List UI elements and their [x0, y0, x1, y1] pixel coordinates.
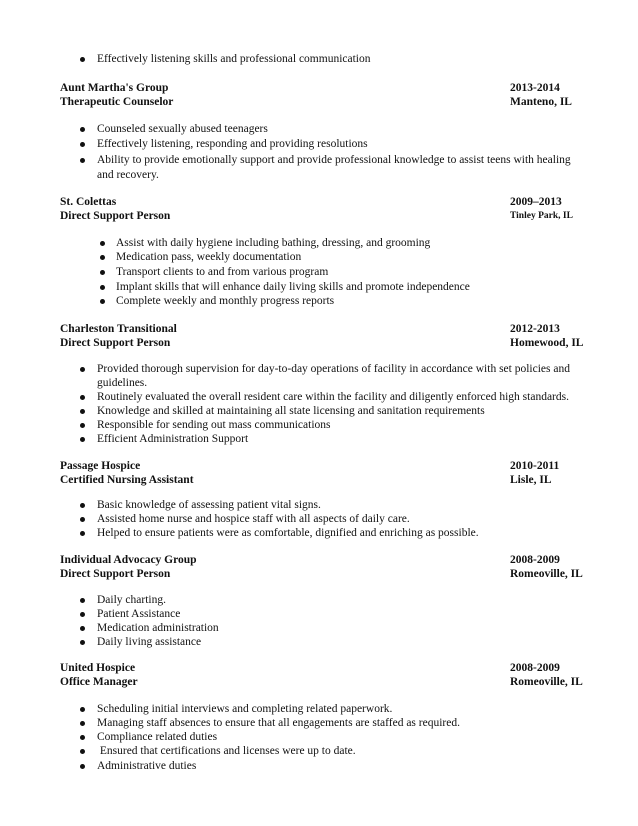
bullet [80, 122, 85, 136]
bullet-icon [80, 640, 85, 645]
bullet-icon [80, 57, 85, 62]
bullet-icon [80, 517, 85, 522]
bullet [80, 759, 85, 773]
bullet [80, 744, 85, 758]
bullet-text: Efficient Administration Support [97, 433, 249, 445]
employer-name: United Hospice [60, 662, 136, 674]
bullet [100, 280, 105, 294]
bullet-icon [80, 158, 85, 163]
job-location: Lisle, IL [510, 474, 552, 486]
bullet-text: Effectively listening, responding and providing resolutions [97, 138, 368, 150]
bullet [80, 498, 85, 512]
bullet-text: Knowledge and skilled at maintaining all state licensing and sanitation requirements [97, 405, 485, 417]
bullet-icon [80, 749, 85, 754]
bullet-text: Basic knowledge of assessing patient vital signs. [97, 499, 321, 511]
bullet-icon [80, 423, 85, 428]
bullet-text: Daily charting. [97, 594, 166, 606]
bullet-icon [80, 626, 85, 631]
bullet [80, 418, 85, 432]
employer-name: Individual Advocacy Group [60, 554, 197, 566]
bullet-text: Administrative duties [97, 760, 197, 772]
bullet-icon [100, 241, 105, 246]
bullet-icon [80, 127, 85, 132]
list-item [80, 52, 85, 66]
employer-name: Aunt Martha's Group [60, 82, 169, 94]
bullet-text: Compliance related duties [97, 731, 218, 743]
bullet-icon [80, 735, 85, 740]
bullet [100, 294, 105, 308]
bullet [80, 635, 85, 649]
employment-years: 2012-2013 [510, 323, 560, 335]
bullet-text: Transport clients to and from various program [116, 266, 329, 278]
bullet [80, 526, 85, 540]
bullet-text: Ability to provide emotionally support and provide professional knowledge to assist teens with healing [97, 154, 571, 166]
bullet-icon [80, 437, 85, 442]
bullet-icon [80, 764, 85, 769]
bullet [100, 236, 105, 250]
bullet [80, 716, 85, 730]
employment-years: 2009–2013 [510, 196, 562, 208]
bullet-icon [80, 531, 85, 536]
employment-years: 2008-2009 [510, 554, 560, 566]
bullet-icon [80, 721, 85, 726]
job-title: Direct Support Person [60, 568, 171, 580]
employer-name: St. Colettas [60, 196, 117, 208]
bullet-text: Implant skills that will enhance daily living skills and promote independence [116, 281, 470, 293]
bullet [100, 250, 105, 264]
bullet-icon [80, 409, 85, 414]
employment-years: 2008-2009 [510, 662, 560, 674]
bullet [80, 404, 85, 418]
bullet-icon [80, 503, 85, 508]
bullet-text: Patient Assistance [97, 608, 181, 620]
bullet-icon [100, 285, 105, 290]
job-location: Romeoville, IL [510, 568, 583, 580]
bullet-text: Managing staff absences to ensure that all engagements are staffed as required. [97, 717, 460, 729]
bullet-icon [80, 395, 85, 400]
bullet-text: Provided thorough supervision for day-to-day operations of facility in accordance with set policies and [97, 363, 570, 375]
bullet-text: Responsible for sending out mass communications [97, 419, 331, 431]
bullet-icon [100, 270, 105, 275]
bullet [80, 607, 85, 621]
bullet-text: Routinely evaluated the overall resident care within the facility and diligently enforced high standards. [97, 391, 569, 403]
bullet-text: Ensured that certifications and licenses were up to date. [97, 745, 356, 757]
bullet-icon [100, 255, 105, 260]
job-title: Therapeutic Counselor [60, 96, 174, 108]
bullet-text: Scheduling initial interviews and completing related paperwork. [97, 703, 393, 715]
bullet [80, 621, 85, 635]
bullet-text: Counseled sexually abused teenagers [97, 123, 268, 135]
bullet-text-continued: and recovery. [97, 169, 159, 181]
bullet [80, 432, 85, 446]
employment-years: 2013-2014 [510, 82, 560, 94]
bullet-icon [80, 367, 85, 372]
bullet-text: Effectively listening skills and professional communication [97, 53, 371, 65]
employer-name: Passage Hospice [60, 460, 141, 472]
bullet [80, 137, 85, 151]
bullet-icon [100, 299, 105, 304]
bullet-text-continued: guidelines. [97, 377, 148, 389]
bullet-text: Medication pass, weekly documentation [116, 251, 302, 263]
bullet [80, 593, 85, 607]
bullet [80, 362, 85, 376]
job-location: Manteno, IL [510, 96, 572, 108]
bullet [80, 512, 85, 526]
job-title: Office Manager [60, 676, 138, 688]
job-location: Homewood, IL [510, 337, 584, 349]
job-title: Direct Support Person [60, 210, 171, 222]
job-location: Tinley Park, IL [510, 211, 573, 221]
bullet [100, 265, 105, 279]
bullet-text: Complete weekly and monthly progress reports [116, 295, 335, 307]
bullet-icon [80, 142, 85, 147]
bullet [80, 730, 85, 744]
job-title: Certified Nursing Assistant [60, 474, 194, 486]
bullet-icon [80, 612, 85, 617]
bullet-icon [80, 707, 85, 712]
bullet [80, 153, 85, 167]
bullet-text: Medication administration [97, 622, 219, 634]
job-location: Romeoville, IL [510, 676, 583, 688]
bullet [80, 702, 85, 716]
bullet-text: Helped to ensure patients were as comfortable, dignified and enriching as possible. [97, 527, 479, 539]
employment-years: 2010-2011 [510, 460, 560, 472]
bullet-icon [80, 598, 85, 603]
employer-name: Charleston Transitional [60, 323, 177, 335]
job-title: Direct Support Person [60, 337, 171, 349]
bullet-text: Assist with daily hygiene including bathing, dressing, and grooming [116, 237, 431, 249]
bullet-text: Assisted home nurse and hospice staff with all aspects of daily care. [97, 513, 410, 525]
bullet-text: Daily living assistance [97, 636, 202, 648]
bullet [80, 390, 85, 404]
